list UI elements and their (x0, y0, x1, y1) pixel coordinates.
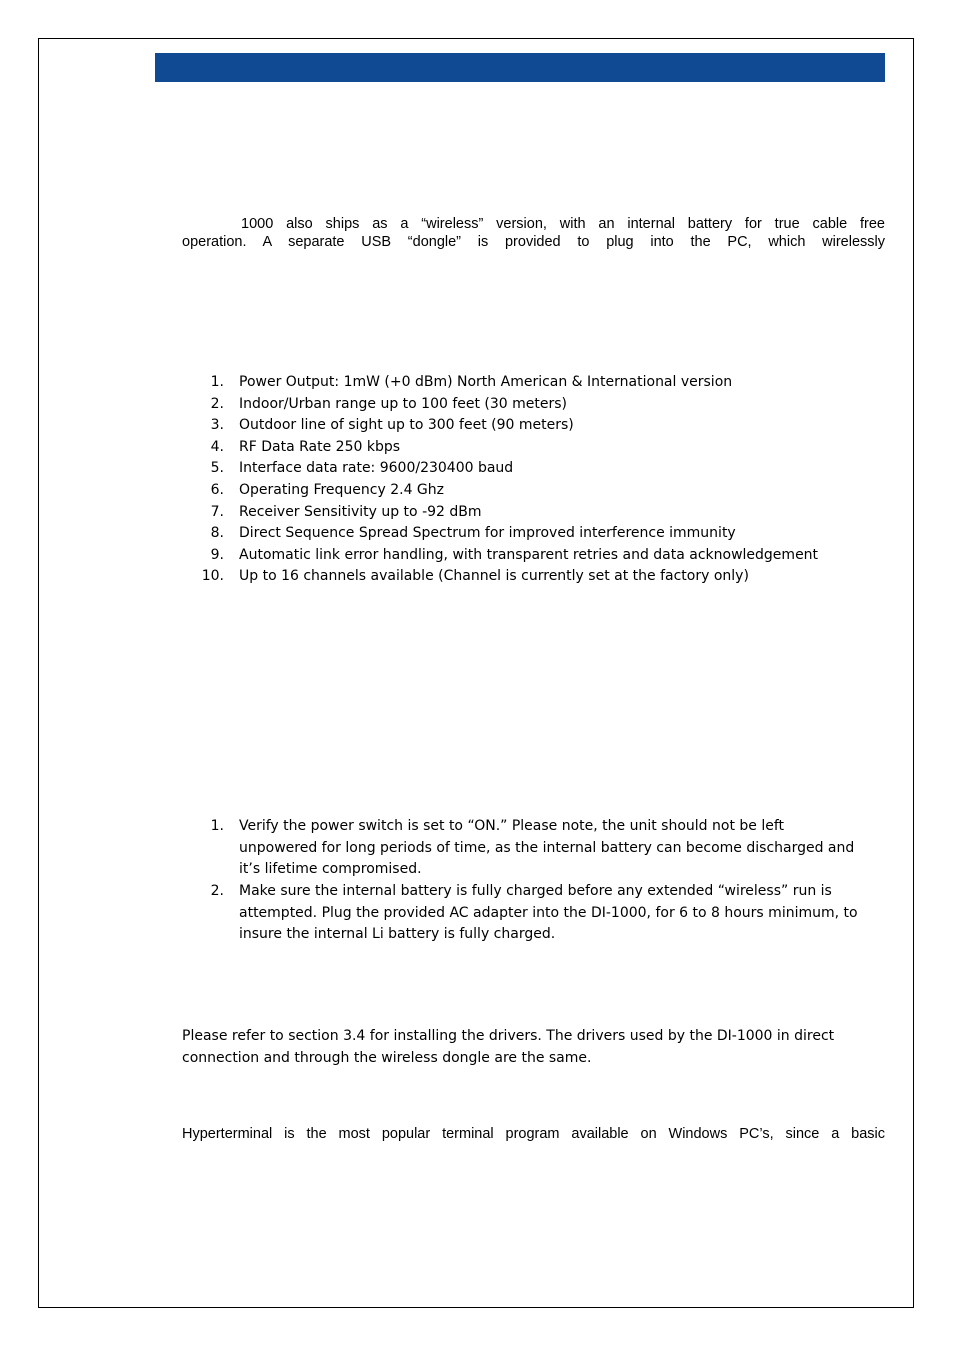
drivers-paragraph-line-2: connection and through the wireless dongle are the same. (182, 1050, 592, 1066)
spec-item-number: 5. (210, 460, 224, 477)
spec-item-text: Direct Sequence Spread Spectrum for improved interference immunity (239, 525, 736, 542)
drivers-paragraph-line-1: Please refer to section 3.4 for installing the drivers. The drivers used by the DI-1000 in direct (182, 1028, 835, 1044)
spec-item-text: Indoor/Urban range up to 100 feet (30 meters) (239, 395, 568, 412)
step-item-text-line: unpowered for long periods of time, as the internal battery can become discharged and (239, 839, 855, 856)
step-item-text-line: Verify the power switch is set to “ON.” Please note, the unit should not be left (239, 818, 785, 834)
hyperterminal-paragraph-line-1: Hyperterminal is the most popular terminal program available on Windows PC’s, since a basic (182, 1126, 885, 1142)
spec-item-number: 6. (210, 482, 224, 498)
step-item-number: 2. (210, 883, 224, 899)
spec-item-text: Operating Frequency 2.4 Ghz (239, 482, 445, 498)
spec-item-text: Up to 16 channels available (Channel is currently set at the factory only) (239, 568, 749, 585)
section-header-bar (155, 53, 885, 82)
spec-item-number: 8. (210, 525, 224, 542)
step-item-number: 1. (210, 818, 224, 834)
spec-item-number: 4. (210, 438, 224, 455)
spec-item-number: 1. (210, 374, 224, 390)
intro-line-2: operation. A separate USB “dongle” is provided to plug into the PC, which wirelessly (182, 234, 885, 250)
spec-item-text: Receiver Sensitivity up to -92 dBm (239, 503, 482, 520)
spec-item-text: Outdoor line of sight up to 300 feet (90 meters) (239, 417, 574, 434)
spec-item-number: 7. (210, 503, 224, 520)
step-item-text-line: attempted. Plug the provided AC adapter into the DI-1000, for 6 to 8 hours minimum, to (239, 904, 858, 921)
spec-item-text: Interface data rate: 9600/230400 baud (239, 460, 514, 477)
spec-item-number: 9. (210, 546, 224, 563)
step-item-text-line: Make sure the internal battery is fully charged before any extended “wireless” run is (239, 883, 832, 899)
spec-item-text: Automatic link error handling, with transparent retries and data acknowledgement (239, 546, 819, 563)
step-item-text-line: insure the internal Li battery is fully charged. (239, 926, 556, 943)
spec-item-number: 2. (210, 395, 224, 412)
step-item-text-line: it’s lifetime compromised. (239, 861, 422, 878)
spec-item-text: RF Data Rate 250 kbps (239, 438, 401, 455)
intro-line-1: 1000 also ships as a “wireless” version, with an internal battery for true cable free (241, 216, 885, 232)
spec-item-number: 3. (210, 417, 224, 434)
spec-item-text: Power Output: 1mW (+0 dBm) North American & International version (239, 374, 733, 390)
spec-item-number: 10. (201, 568, 224, 585)
